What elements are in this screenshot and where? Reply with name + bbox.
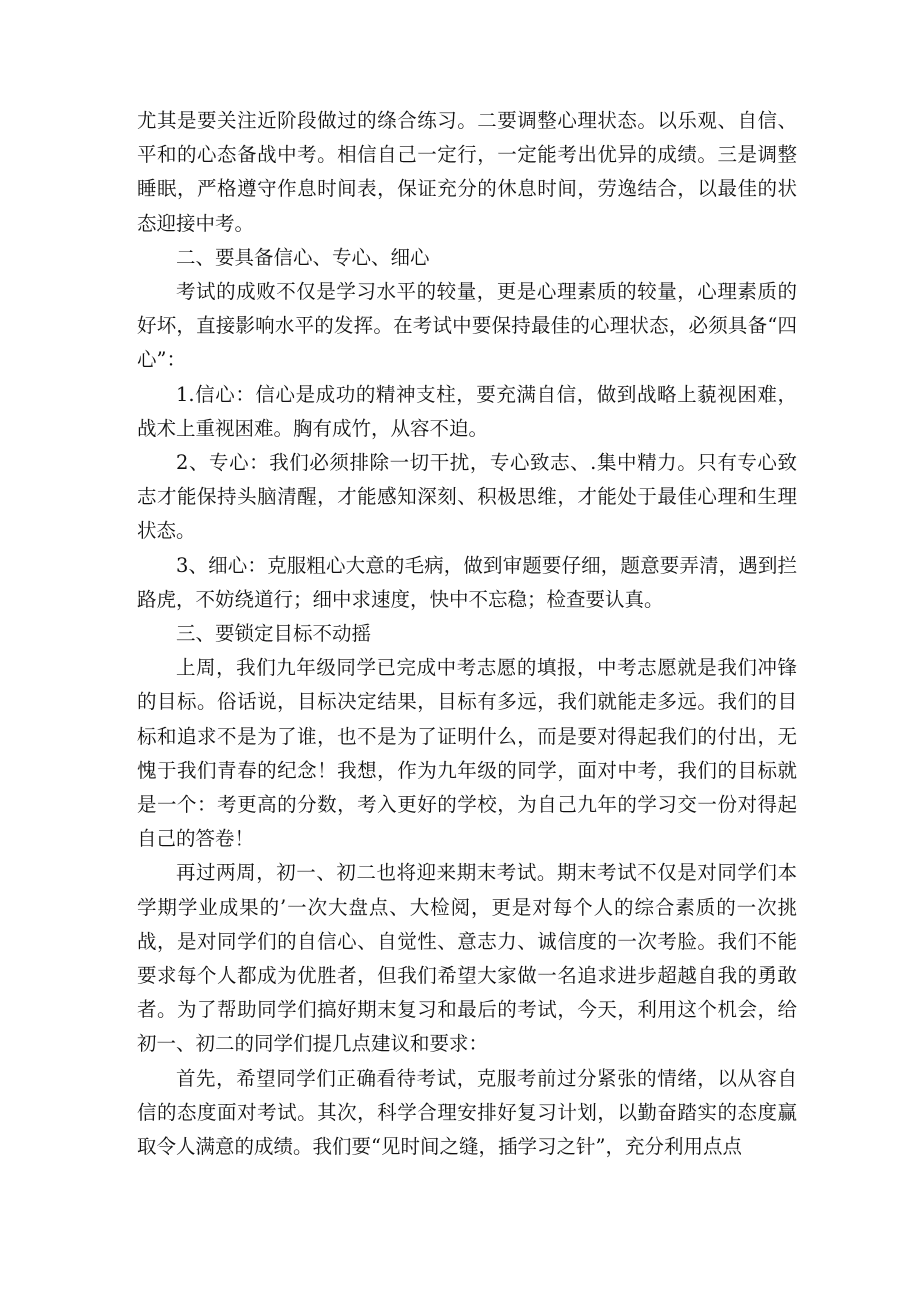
paragraph: 考试的成败不仅是学习水平的较量，更是心理素质的较量，心理素质的好坏，直接影响水平的发挥。在考试中要保持最佳的心理状态，必须具备“四心”： bbox=[137, 280, 797, 372]
list-item-focus: 2、专心：我们必须排除一切干扰，专心致志、.集中精力。只有专心致志才能保持头脑清醒，才能感知深刻、积极思维，才能处于最佳心理和生理状态。 bbox=[137, 451, 797, 543]
paragraph: 首先，希望同学们正确看待考试，克服考前过分紧张的情绪，以从容自信的态度面对考试。其次，科学合理安排好复习计划，以勤奋踏实的态度赢取令人满意的成绩。我们要“见时间之缝，插学习之针”，充分利用点点 bbox=[137, 1066, 797, 1159]
list-item-confidence: 1.信心：信心是成功的精神支柱，要充满自信，做到战略上藐视困难，战术上重视困难。胸有成竹，从容不迫。 bbox=[137, 382, 797, 440]
section-heading-3: 三、要锁定目标不动摇 bbox=[176, 622, 372, 646]
paragraph: 再过两周，初一、初二也将迎来期末考试。期末考试不仅是对同学们本学期学业成果的’一次大盘点、大检阅，更是对每个人的综合素质的一次挑战，是对同学们的自信心、自觉性、意志力、诚信度的一次考脸。我们不能要求每个人都成为优胜者，但我们希望大家做一名追求进步超越自我的勇敢者。为了帮助同学们搞好期末复习和最后的考试，今天，利用这个机会，给初一、初二的同学们提几点建议和要求： bbox=[137, 861, 797, 1056]
document-body bbox=[137, 104, 797, 1164]
list-item-care: 3、细心：克服粗心大意的毛病，做到审题要仔细，题意要弄清，遇到拦路虎，不妨绕道行；细中求速度，快中不忘稳；检查要认真。 bbox=[137, 553, 797, 611]
paragraph-continuation: 尤其是要关注近阶段做过的绦合练习。二要调整心理状态。以乐观、自信、平和的心态备战中考。相信自己一定行，一定能考出优异的成绩。三是调整睡眠，严格遵守作息时间表，保证充分的休息时间，劳逸结合，以最佳的状态迎接中考。 bbox=[137, 109, 797, 235]
paragraph: 上周，我们九年级同学已完成中考志愿的填报，中考志愿就是我们冲锋的目标。俗话说，目标决定结果，目标有多远，我们就能走多远。我们的目标和追求不是为了谁，也不是为了证明什么，而是要对得起我们的付出，无愧于我们青春的纪念！我想，作为九年级的同学，面对中考，我们的目标就是一个：考更高的分数，考入更好的学校，为自己九年的学习交一份对得起自己的答卷！ bbox=[137, 656, 797, 851]
section-heading-2: 二、要具备信心、专心、细心 bbox=[176, 245, 430, 269]
